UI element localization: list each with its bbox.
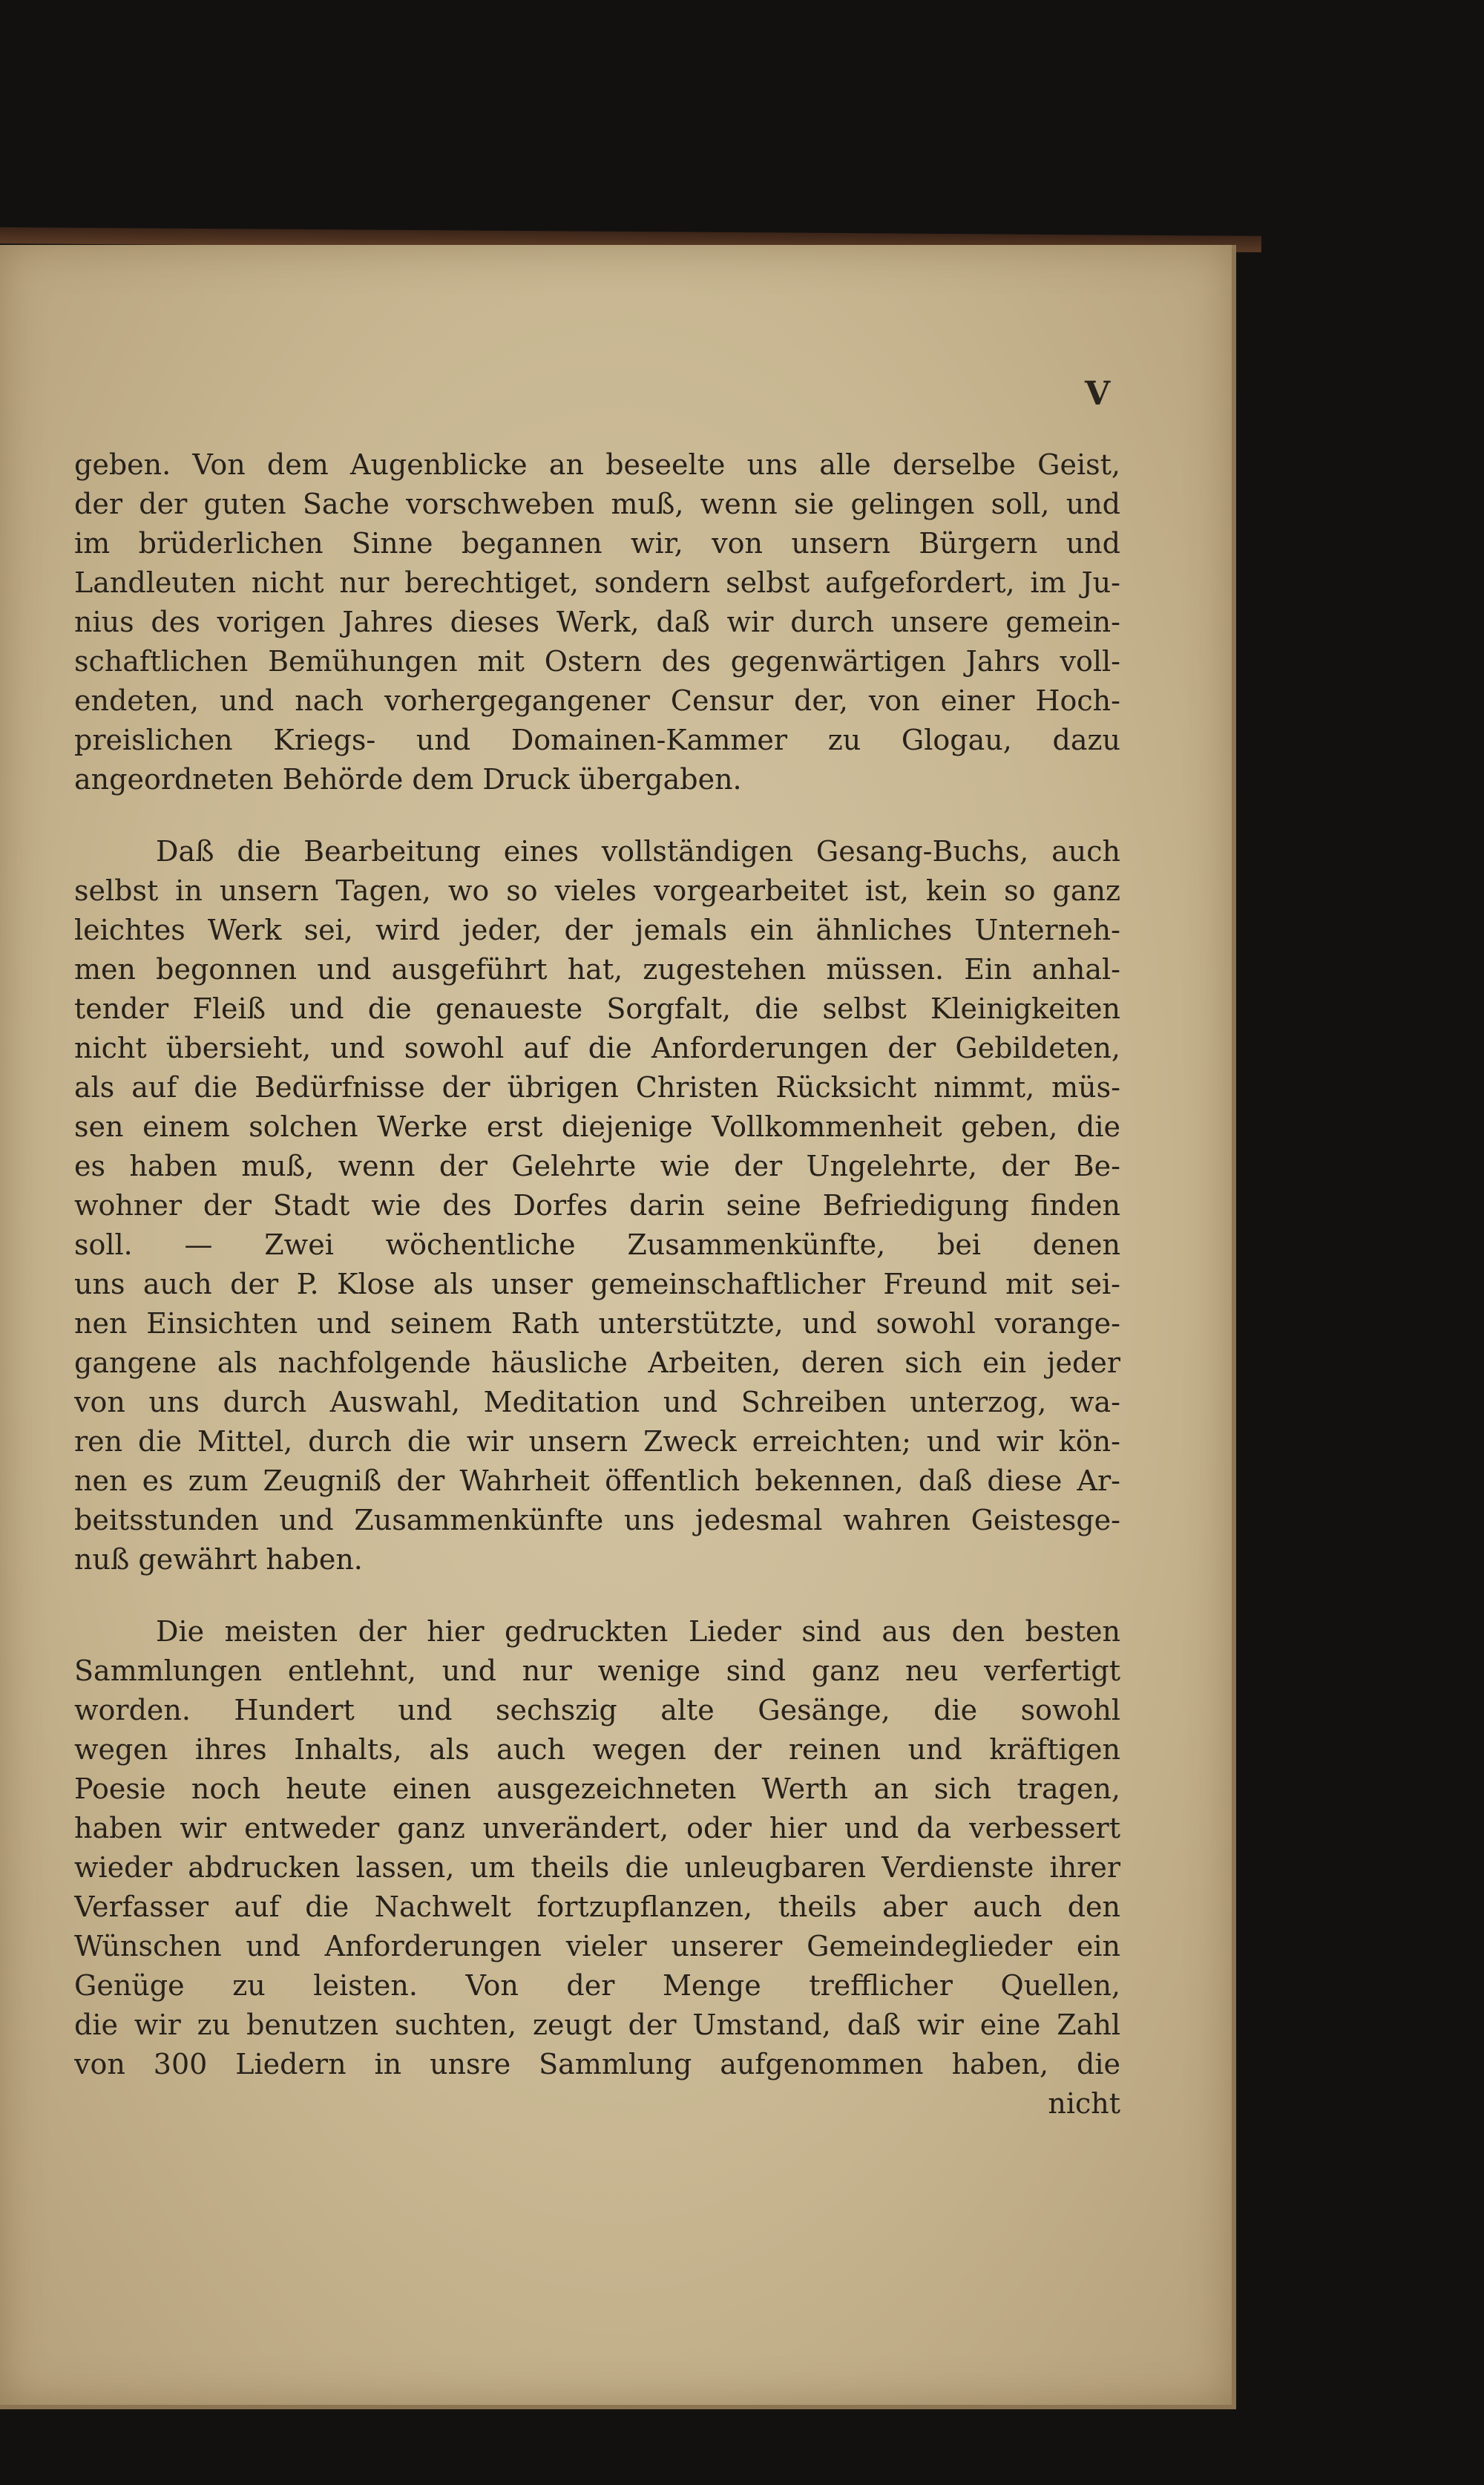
text-line: worden. Hundert und sechszig alte Gesänge, die sowohl	[74, 1694, 1120, 1726]
text-line: nuß gewährt haben.	[74, 1543, 363, 1576]
text-line: leichtes Werk sei, wird jeder, der jemals ein ähnliches Unterneh-	[74, 914, 1120, 946]
text-line: sen einem solchen Werke erst diejenige Vollkommenheit geben, die	[74, 1110, 1120, 1143]
text-line: geben. Von dem Augenblicke an beseelte uns alle derselbe Geist,	[74, 448, 1120, 481]
text-line: nicht übersieht, und sowohl auf die Anforderungen der Gebildeten,	[74, 1032, 1120, 1064]
text-line: endeten, und nach vorhergegangener Censur der, von einer Hoch-	[74, 684, 1120, 717]
book-page	[0, 245, 1236, 2409]
text-line: men begonnen und ausgeführt hat, zugestehen müssen. Ein anhal-	[74, 953, 1120, 986]
text-line: Daß die Bearbeitung eines vollständigen Gesang-Buchs, auch	[156, 835, 1120, 868]
paragraph-3	[74, 1612, 1120, 2124]
text-line: schaftlichen Bemühungen mit Ostern des gegenwärtigen Jahrs voll-	[74, 645, 1120, 678]
page-number: V	[1085, 375, 1111, 413]
text-line: nen Einsichten und seinem Rath unterstützte, und sowohl vorange-	[74, 1307, 1120, 1340]
text-line: die wir zu benutzen suchten, zeugt der Umstand, daß wir eine Zahl	[74, 2008, 1120, 2041]
text-line: ren die Mittel, durch die wir unsern Zweck erreichten; und wir kön-	[74, 1425, 1120, 1458]
text-line: von 300 Liedern in unsre Sammlung aufgenommen haben, die	[74, 2048, 1120, 2080]
text-line: Landleuten nicht nur berechtiget, sondern selbst aufgefordert, im Ju-	[74, 566, 1120, 599]
paragraph-2	[74, 832, 1120, 1579]
text-line: wieder abdrucken lassen, um theils die unleugbaren Verdienste ihrer	[74, 1851, 1120, 1884]
text-line: im brüderlichen Sinne begannen wir, von unsern Bürgern und	[74, 527, 1120, 560]
text-line: von uns durch Auswahl, Meditation und Schreiben unterzog, wa-	[74, 1386, 1120, 1418]
text-line: wohner der Stadt wie des Dorfes darin seine Befriedigung finden	[74, 1189, 1120, 1222]
text-line: nen es zum Zeugniß der Wahrheit öffentlich bekennen, daß diese Ar-	[74, 1464, 1120, 1497]
text-line: preislichen Kriegs- und Domainen-Kammer zu Glogau, dazu	[74, 724, 1120, 756]
text-line: gangene als nachfolgende häusliche Arbeiten, deren sich ein jeder	[74, 1346, 1120, 1379]
text-line: haben wir entweder ganz unverändert, oder hier und da verbessert	[74, 1812, 1120, 1844]
text-line: tender Fleiß und die genaueste Sorgfalt, die selbst Kleinigkeiten	[74, 992, 1120, 1025]
text-line: beitsstunden und Zusammenkünfte uns jedesmal wahren Geistesge-	[74, 1504, 1120, 1536]
text-line: Die meisten der hier gedruckten Lieder sind aus den besten	[156, 1615, 1120, 1648]
text-line: wegen ihres Inhalts, als auch wegen der reinen und kräftigen	[74, 1733, 1120, 1766]
text-line: angeordneten Behörde dem Druck übergaben.	[74, 763, 742, 796]
text-line: als auf die Bedürfnisse der übrigen Christen Rücksicht nimmt, müs-	[74, 1071, 1120, 1104]
text-line: der der guten Sache vorschweben muß, wenn sie gelingen soll, und	[74, 488, 1120, 520]
text-line: selbst in unsern Tagen, wo so vieles vorgearbeitet ist, kein so ganz	[74, 874, 1120, 907]
paragraph-1	[74, 445, 1120, 799]
text-line: Sammlungen entlehnt, und nur wenige sind ganz neu verfertigt	[74, 1654, 1120, 1687]
text-line: Wünschen und Anforderungen vieler unserer Gemeindeglieder ein	[74, 1930, 1120, 1962]
page-body-text	[74, 445, 1120, 2124]
catchword: nicht	[1048, 2087, 1120, 2120]
text-line: Verfasser auf die Nachwelt fortzupflanzen, theils aber auch den	[74, 1890, 1120, 1923]
text-line: Genüge zu leisten. Von der Menge trefflicher Quellen,	[74, 1969, 1120, 2002]
text-line: soll. — Zwei wöchentliche Zusammenkünfte, bei denen	[74, 1228, 1120, 1261]
text-line: es haben muß, wenn der Gelehrte wie der Ungelehrte, der Be-	[74, 1150, 1120, 1182]
text-line: uns auch der P. Klose als unser gemeinschaftlicher Freund mit sei-	[74, 1268, 1120, 1300]
text-line: Poesie noch heute einen ausgezeichneten Werth an sich tragen,	[74, 1772, 1120, 1805]
text-line: nius des vorigen Jahres dieses Werk, daß wir durch unsere gemein-	[74, 606, 1120, 638]
